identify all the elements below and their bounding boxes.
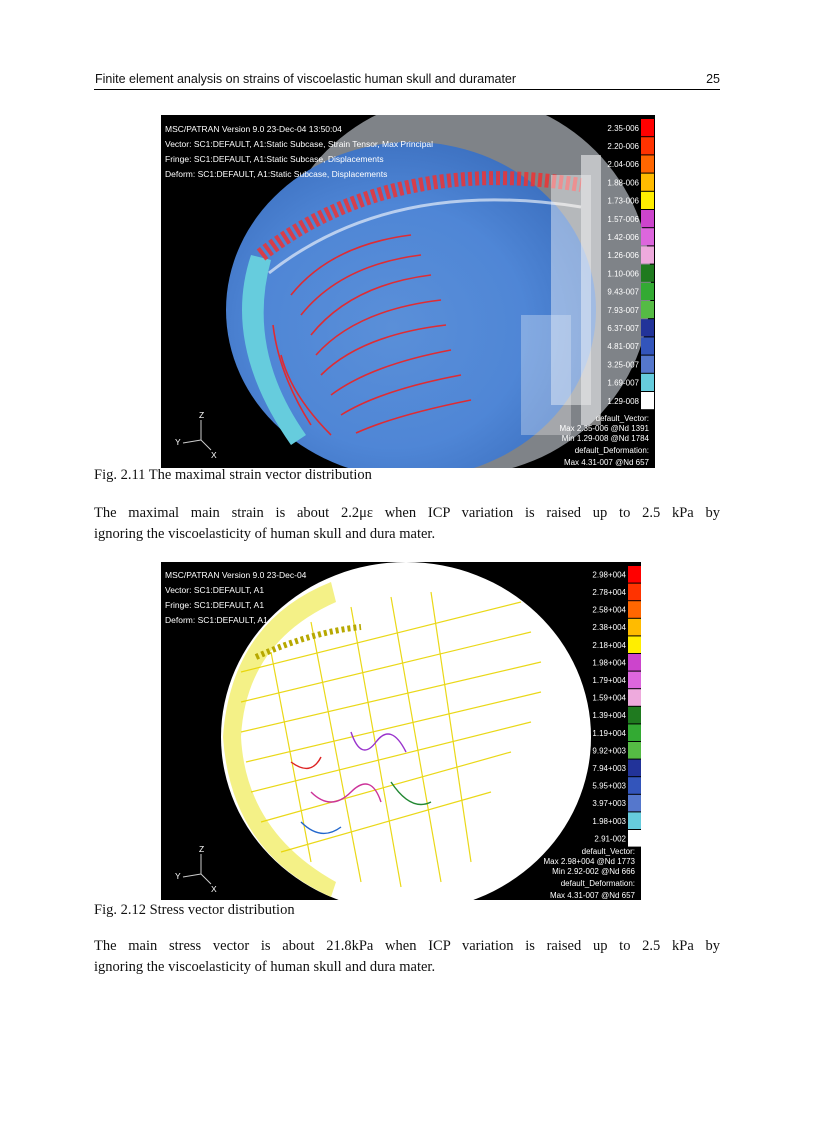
legend-swatch [628, 584, 641, 601]
legend-swatch [641, 374, 654, 391]
stress-vector-render [161, 562, 641, 900]
legend-footer: default_Deformation: [574, 446, 649, 455]
paragraph [94, 936, 720, 978]
legend-swatch [641, 319, 654, 336]
legend-swatch [641, 283, 654, 300]
running-head [94, 71, 720, 90]
legend-value: 1.98+004 [592, 658, 626, 668]
legend-value: 7.93-007 [607, 305, 639, 315]
legend-swatch [641, 246, 654, 263]
legend-swatch [641, 155, 654, 172]
figure-caption: Fig. 2.11 The maximal strain vector distribution [94, 467, 372, 483]
legend-swatch [641, 174, 654, 191]
legend-value: 2.04-006 [607, 160, 639, 170]
legend-footer: default_Deformation: [560, 879, 635, 888]
legend-footer: Min 1.29-008 @Nd 1784 [561, 434, 649, 443]
legend-value: 7.94+003 [592, 764, 626, 774]
legend-value: 1.59+004 [592, 693, 626, 703]
figure-caption: Fig. 2.12 Stress vector distribution [94, 902, 295, 918]
legend-value: 2.78+004 [592, 588, 626, 598]
legend-value: 1.19+004 [592, 728, 626, 738]
paragraph-line: ignoring the viscoelasticity of human skull and dura mater. [94, 526, 436, 542]
legend-footer: default_Vector: [581, 847, 635, 856]
paragraph-line: The maximal main strain is about 2.2με when ICP variation is raised up to 2.5 kPa by [94, 505, 720, 521]
legend-swatch [641, 301, 654, 318]
legend-swatch [628, 724, 641, 741]
overlay-line: Deform: SC1:DEFAULT, A1:Static Subcase, Displacements [165, 169, 388, 179]
legend-value: 4.81-007 [607, 342, 639, 352]
legend-swatch [641, 192, 654, 209]
legend-value: 2.18+004 [592, 640, 626, 650]
legend-swatch [641, 119, 654, 136]
legend-value: 1.39+004 [592, 711, 626, 721]
legend-value: 2.35-006 [607, 123, 639, 133]
legend-swatch [628, 689, 641, 706]
overlay-line: Vector: SC1:DEFAULT, A1 [165, 585, 265, 595]
legend-swatch [628, 636, 641, 653]
legend-swatch [628, 777, 641, 794]
legend-footer: Max 2.98+004 @Nd 1773 [543, 857, 635, 866]
paragraph-line: ignoring the viscoelasticity of human skull and dura mater. [94, 959, 436, 975]
figure-strain-vector [161, 115, 655, 468]
legend-value: 1.29-008 [607, 396, 639, 406]
overlay-line: MSC/PATRAN Version 9.0 23-Dec-04 [165, 570, 307, 580]
page-number: 25 [706, 72, 720, 86]
axis-triad [183, 420, 211, 450]
legend-value: 1.57-006 [607, 214, 639, 224]
legend-footer: Max 2.35-006 @Nd 1391 [559, 424, 649, 433]
color-legend [592, 566, 641, 847]
legend-swatch [628, 742, 641, 759]
legend-footer: Max 4.31-007 @Nd 657 [549, 891, 635, 900]
strain-vector-render [161, 115, 655, 468]
legend-swatch [641, 337, 654, 354]
legend-value: 5.95+003 [592, 781, 626, 791]
legend-value: 2.98+004 [592, 570, 626, 580]
axis-z-label: Z [199, 410, 205, 420]
legend-value: 6.37-007 [607, 324, 639, 334]
overlay-line: Deform: SC1:DEFAULT, A1 [165, 615, 268, 625]
paragraph [94, 503, 720, 545]
legend-swatch [628, 654, 641, 671]
legend-swatch [628, 830, 641, 847]
paragraph-line: The main stress vector is about 21.8kPa when ICP variation is raised up to 2.5 kPa by [94, 938, 720, 954]
legend-swatch [641, 228, 654, 245]
legend-swatch [641, 356, 654, 373]
legend-swatch [641, 137, 654, 154]
axis-z-label: Z [199, 844, 205, 854]
legend-footer: Max 4.31-007 @Nd 657 [563, 458, 649, 467]
overlay-line: Fringe: SC1:DEFAULT, A1:Static Subcase, Displacements [165, 154, 384, 164]
legend-footer: default_Vector: [595, 414, 649, 423]
axis-y-label: Y [175, 871, 181, 881]
legend-value: 3.97+003 [592, 799, 626, 809]
axis-x-label: X [211, 884, 217, 894]
overlay-line: Vector: SC1:DEFAULT, A1:Static Subcase, Strain Tensor, Max Principal [165, 139, 434, 149]
legend-swatch [628, 707, 641, 724]
legend-swatch [628, 566, 641, 583]
legend-value: 1.79+004 [592, 676, 626, 686]
legend-swatch [641, 392, 654, 409]
legend-value: 3.25-007 [607, 360, 639, 370]
legend-value: 2.38+004 [592, 623, 626, 633]
legend-footer: Min 2.92-002 @Nd 666 [552, 867, 635, 876]
legend-value: 9.92+003 [592, 746, 626, 756]
legend-value: 2.20-006 [607, 142, 639, 152]
legend-swatch [628, 760, 641, 777]
legend-swatch [628, 795, 641, 812]
legend-swatch [628, 672, 641, 689]
axis-x-label: X [211, 450, 217, 460]
legend-value: 1.10-006 [607, 269, 639, 279]
legend-value: 2.91-002 [594, 834, 626, 844]
legend-value: 1.26-006 [607, 251, 639, 261]
legend-value: 1.88-006 [607, 178, 639, 188]
legend-swatch [641, 210, 654, 227]
axis-y-label: Y [175, 437, 181, 447]
legend-swatch [628, 601, 641, 618]
legend-value: 9.43-007 [607, 287, 639, 297]
legend-value: 1.98+003 [592, 816, 626, 826]
overlay-line: Fringe: SC1:DEFAULT, A1 [165, 600, 265, 610]
legend-value: 1.42-006 [607, 233, 639, 243]
overlay-line: MSC/PATRAN Version 9.0 23-Dec-04 13:50:04 [165, 124, 342, 134]
legend-value: 1.69-007 [607, 378, 639, 388]
legend-value: 2.58+004 [592, 605, 626, 615]
axis-triad [183, 854, 211, 884]
figure-stress-vector [161, 562, 641, 900]
running-title: Finite element analysis on strains of viscoelastic human skull and duramater [95, 72, 517, 86]
legend-swatch [641, 265, 654, 282]
legend-swatch [628, 812, 641, 829]
legend-value: 1.73-006 [607, 196, 639, 206]
legend-swatch [628, 619, 641, 636]
